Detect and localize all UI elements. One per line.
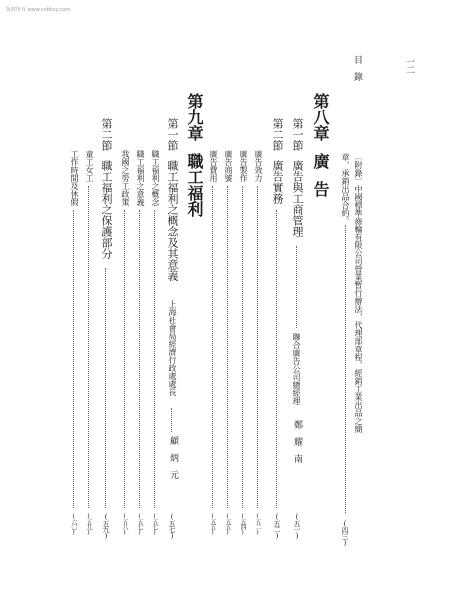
ch8-section-1-author-title: 聯合廣告公司總經理 (292, 333, 301, 405)
ch9-item-3-title: 我國之勞工政策 (121, 150, 130, 206)
ch9-section-1-label: 第一節 (166, 118, 179, 151)
appendix-page: (四三) (341, 520, 349, 546)
ch8-section-2-leader (276, 210, 277, 508)
ch8-item-3-leader (227, 186, 228, 508)
appendix-leader (345, 225, 346, 513)
ch8-section-1-label: 第一節 (291, 118, 304, 151)
ch8-item-4-title: 廣告費用 (209, 150, 218, 182)
ch9-section-2-page: (五九) (102, 513, 110, 539)
ch8-item-3-title: 廣告商號 (224, 150, 233, 182)
ch9-section-1-leader (171, 408, 172, 432)
ch9-section-1-title: 職工福利之概念及其意義 (166, 160, 179, 281)
ch8-item-1-leader (257, 186, 258, 508)
ch8-item-2-page: (五四) (239, 513, 246, 535)
ch9-item-3-page: (五八) (121, 513, 128, 535)
chapter-8-title: 廣告 (311, 153, 330, 209)
ch8-section-1-author-name: 鄭耀南 (292, 420, 302, 471)
ch9-section-2-title: 職工福利之保護部分 (100, 160, 113, 259)
ch9-item-1-leader (154, 210, 155, 508)
ch8-section-1-leader (296, 246, 297, 328)
ch9-item-2-leader (139, 210, 140, 508)
ch9-item-5-leader (73, 210, 74, 508)
ch8-item-4-leader (212, 186, 213, 508)
ch9-item-1-page: (五七) (151, 513, 158, 535)
chapter-9-label: 第九章 (185, 93, 204, 141)
page-number: 一二 (404, 57, 414, 73)
ch9-item-1-title: 職工福利之概念 (151, 150, 160, 206)
ch9-section-2-leader (105, 268, 106, 508)
ch9-item-5-page: (六〇) (70, 513, 77, 535)
ch9-section-1-page: (五七) (168, 513, 176, 539)
ch9-section-2-label: 第二節 (100, 118, 113, 151)
ch9-item-5-title: 工作時間及休假 (70, 150, 79, 206)
appendix-line-1 (354, 153, 362, 433)
ch9-item-4-leader (88, 186, 89, 508)
ch8-section-1-page: (五一) (293, 513, 301, 539)
ch9-section-1-author-name: 顧炳元 (168, 436, 178, 487)
ch9-item-4-page: (五九) (85, 513, 92, 535)
watermark: 版权所有 www.cnbksy.com (6, 7, 71, 13)
ch9-item-2-page: (五七) (136, 513, 143, 535)
ch8-item-1-title: 廣告效力 (254, 150, 263, 182)
ch8-item-3-page: (五五) (224, 513, 231, 535)
appendix-tag: 〔附錄〕 (354, 153, 363, 185)
ch8-item-2-title: 廣告製作 (239, 150, 248, 182)
chapter-8-label: 第八章 (311, 93, 330, 141)
ch8-item-2-leader (242, 186, 243, 508)
ch8-section-2-page: (五二) (273, 513, 281, 539)
ch8-section-1-title: 廣告與工商管理 (291, 160, 304, 237)
page-label: 目錄 (352, 55, 362, 89)
ch9-item-3-leader (124, 210, 125, 508)
ch8-item-1-page: (五二) (254, 513, 261, 535)
chapter-9-title: 職工福利 (185, 153, 204, 217)
ch8-section-2-title: 廣告實務 (271, 160, 284, 204)
ch9-item-4-title: 童工女工 (85, 150, 94, 182)
ch8-section-2-label: 第二節 (271, 118, 284, 151)
ch8-item-4-page: (五五) (209, 513, 216, 535)
appendix-line-2: 章、承銷出品合約。 (341, 153, 350, 225)
appendix-text-1: 中國標準齒輪有限公司營業暫行辦法、代理部章程、經銷工業出品之簡 (354, 185, 363, 433)
ch9-item-2-title: 職工福利之意義 (136, 150, 145, 206)
ch9-section-1-author-title: 上海社會局經濟行政處處長 (168, 300, 177, 396)
